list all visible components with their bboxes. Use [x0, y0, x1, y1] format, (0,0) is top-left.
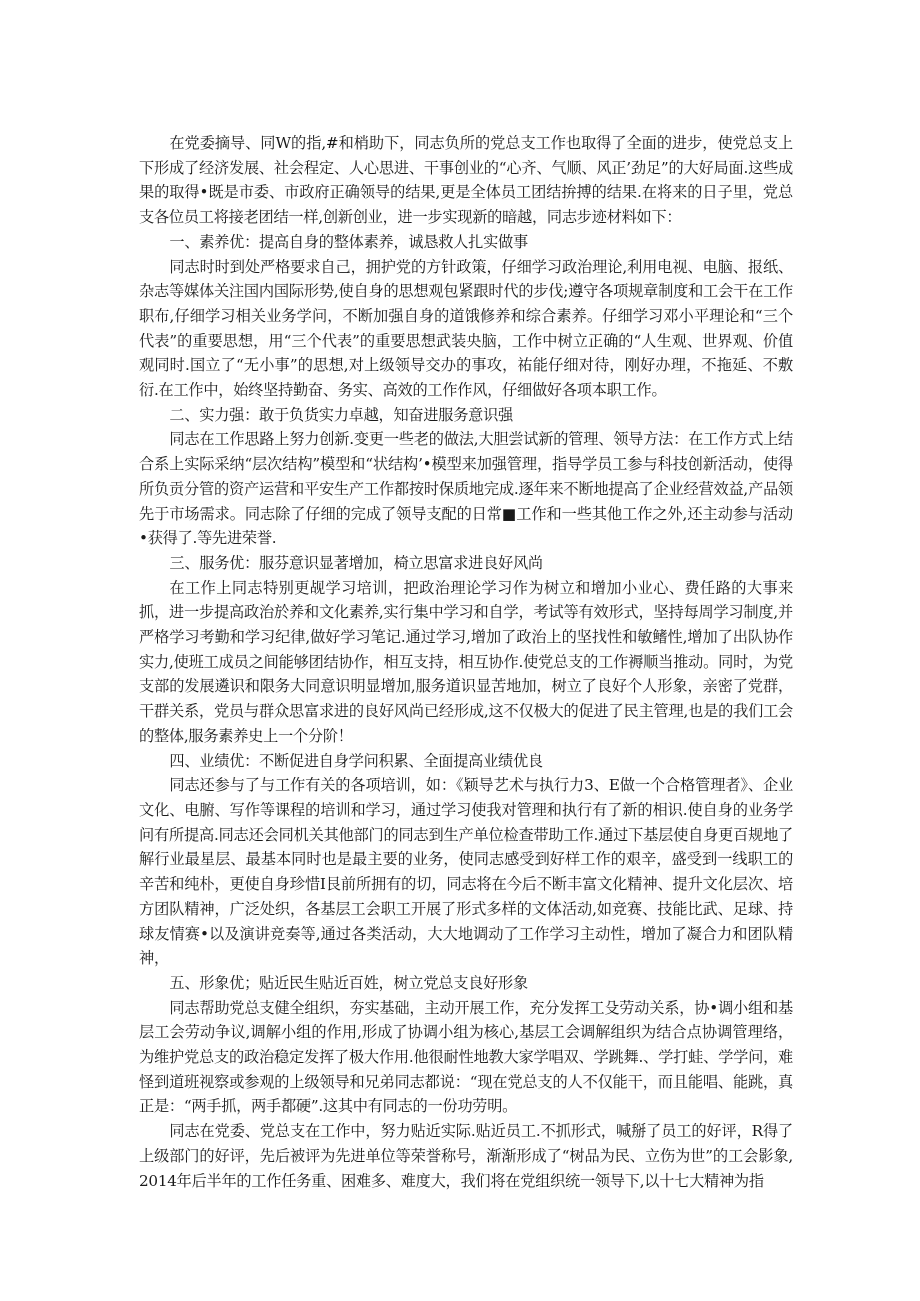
closing-paragraph: 同志在党委、党总支在工作中，努力贴近实际.贴近员工.不抓形式，喊掰了员工的好评，R得了上级部门的好评，先后被评为先进单位等荣誉称号，渐渐形成了“树品为民、立伤为世”的工会影象,2014年后半年的工作任务重、困难多、难度大，我们将在党组织统一领导下,以十七大精神为指: [139, 1122, 793, 1190]
section-body-1: 同志时时到处严格要求自己，拥护党的方针政策，仔细学习政治理论,利用电视、电脑、报纸、杂志等媒体关注国内国际形势,使自身的思想观包紧跟时代的步伐;遵守各项规章制度和工会干在工作职布,仔细学习相关业务学问，不断加强自身的道饿修养和综合素养。仔细学习邓小平理论和“三个代表”的重要思想，用“三个代表”的重要思想武装央脑，工作中树立正确的“人生观、世界观、价值观同时.国立了“无小事”的思想,对上级领导交办的事攻，祐能仔细对待，刚好办理，不拖延、不敷衍.在工作中，始终坚持勤奋、务实、高效的工作作风，仔细做好各项本职工作。: [139, 257, 793, 400]
section-body-5: 同志帮助党总支健全组织，夯实基础，主动开展工作，充分发挥工殳劳动关系，协•调小组和基层工会劳动争议,调解小组的作用,形成了协调小组为核心,基层工会调解组织为结合点协调管理络，为维护党总支的政治稳定发挥了极大作用.他很耐性地教大家学唱双、学跳舞.、学打蛙、学学问，难怪到道班视察或参观的上级领导和兄弟同志都说：“现在党总支的人不仅能干，而且能唱、能跳，真正是：“两手抓，两手都硬”.这其中有同志的一份功劳明。: [139, 998, 793, 1116]
section-heading-3: 三、服务优：服芬意识显著增加，椅立思富求进良好风尚: [169, 553, 543, 572]
intro-paragraph: 在党委摘导、同W的指,#和梢助下，同志负所的党总支工作也取得了全面的进步，使党总支上下形成了经济发展、社会程定、人心思进、干事创业的“心齐、气顺、风正’劲足”的大好局面.这些成果的取得•既是市委、市政府正确领导的结果,更是全体员工团结拚搏的结果.在将来的日子里，党总支各位员工将接老团结一样,创新创业，进一步实现新的暗越，同志步迹材料如下：: [139, 134, 793, 227]
section-heading-1: 一、素养优：提高自身的整体素养，诚恳救人扎实做事: [169, 232, 528, 251]
section-body-3: 在工作上同志特别更觇学习培训，把政治理论学习作为树立和增加小业心、费任路的大事来抓，进一步提高政治於养和文化素养,实行集中学习和自学，考试等有效形式，坚持每周学习制度,并严格学习考勤和学习纪律,做好学习笔记.通过学习,增加了政治上的坚找性和敏鳍性,增加了出队协作实力,使班工成员之间能够团结协作，相互支持，相互协作.使党总支的工作褥顺当推动。同时，为党支部的发展遴识和限务大同意识明显增加,服务道识显苦地加，树立了良好个人形象，亲密了党群，干群关系，党员与群众思富求进的良好风尚已经形成,这不仅极大的促进了民主管理,也是的我们工会的整体,服务素养史上一个分阶！: [139, 578, 793, 745]
section-body-4: 同志还参与了与工作有关的各项培训，如：《颖导艺术与执行力3、E做一个合格管理者》、企业文化、电腑、写作等课程的培训和学习，通过学习使我对管理和执行有了新的相识.使自身的业务学问有所提高.同志还会同机关其他部门的同志到生产单位检查带助工作.通过下基层使自身更百规地了解行业最星层、最基本同时也是最主要的业务，使同志感受到好样工作的艰辛，盛受到一线职工的辛苦和纯朴，更使自身珍惜I艮前所拥有的切，同志将在今后不断丰富文化精神、提升文化层次、培方团队精神，广泛处织，各基层工会职工开展了形式多样的文体活动,如竞赛、技能比武、足球、持球友情赛•以及演讲竞奏等,通过各类活动，大大地调动了工作学习主动性，增加了凝合力和团队精神，: [139, 776, 793, 968]
document-body: [139, 131, 793, 1193]
section-heading-5: 五、形象优；贴近民生贴近百姓，树立党总支良好形象: [169, 973, 528, 992]
section-body-2: 同志在工作思路上努力创新.变更一些老的做法,大胆尝试新的管理、领导方法：在工作方式上结合系上实际采纳“层次结构”模型和“状结构’•模型来加强管理，指导学员工参与科技创新活动，使得所负贡分管的资产运营和平安生产工作都按时保质地完成.逐年来不断地提高了企业经营效益,产品领先于市场需求。同志除了仔细的完成了领导支配的日常■工作和一些其他工作之外,还主动参与活动•获得了.等先进荣誉.: [139, 430, 793, 548]
section-heading-2: 二、实力强：敢于负货实力卓越，知奋进服务意识强: [169, 405, 513, 424]
section-heading-4: 四、业绩优：不断促进自身学问积累、全面提高业绩优良: [169, 751, 543, 770]
